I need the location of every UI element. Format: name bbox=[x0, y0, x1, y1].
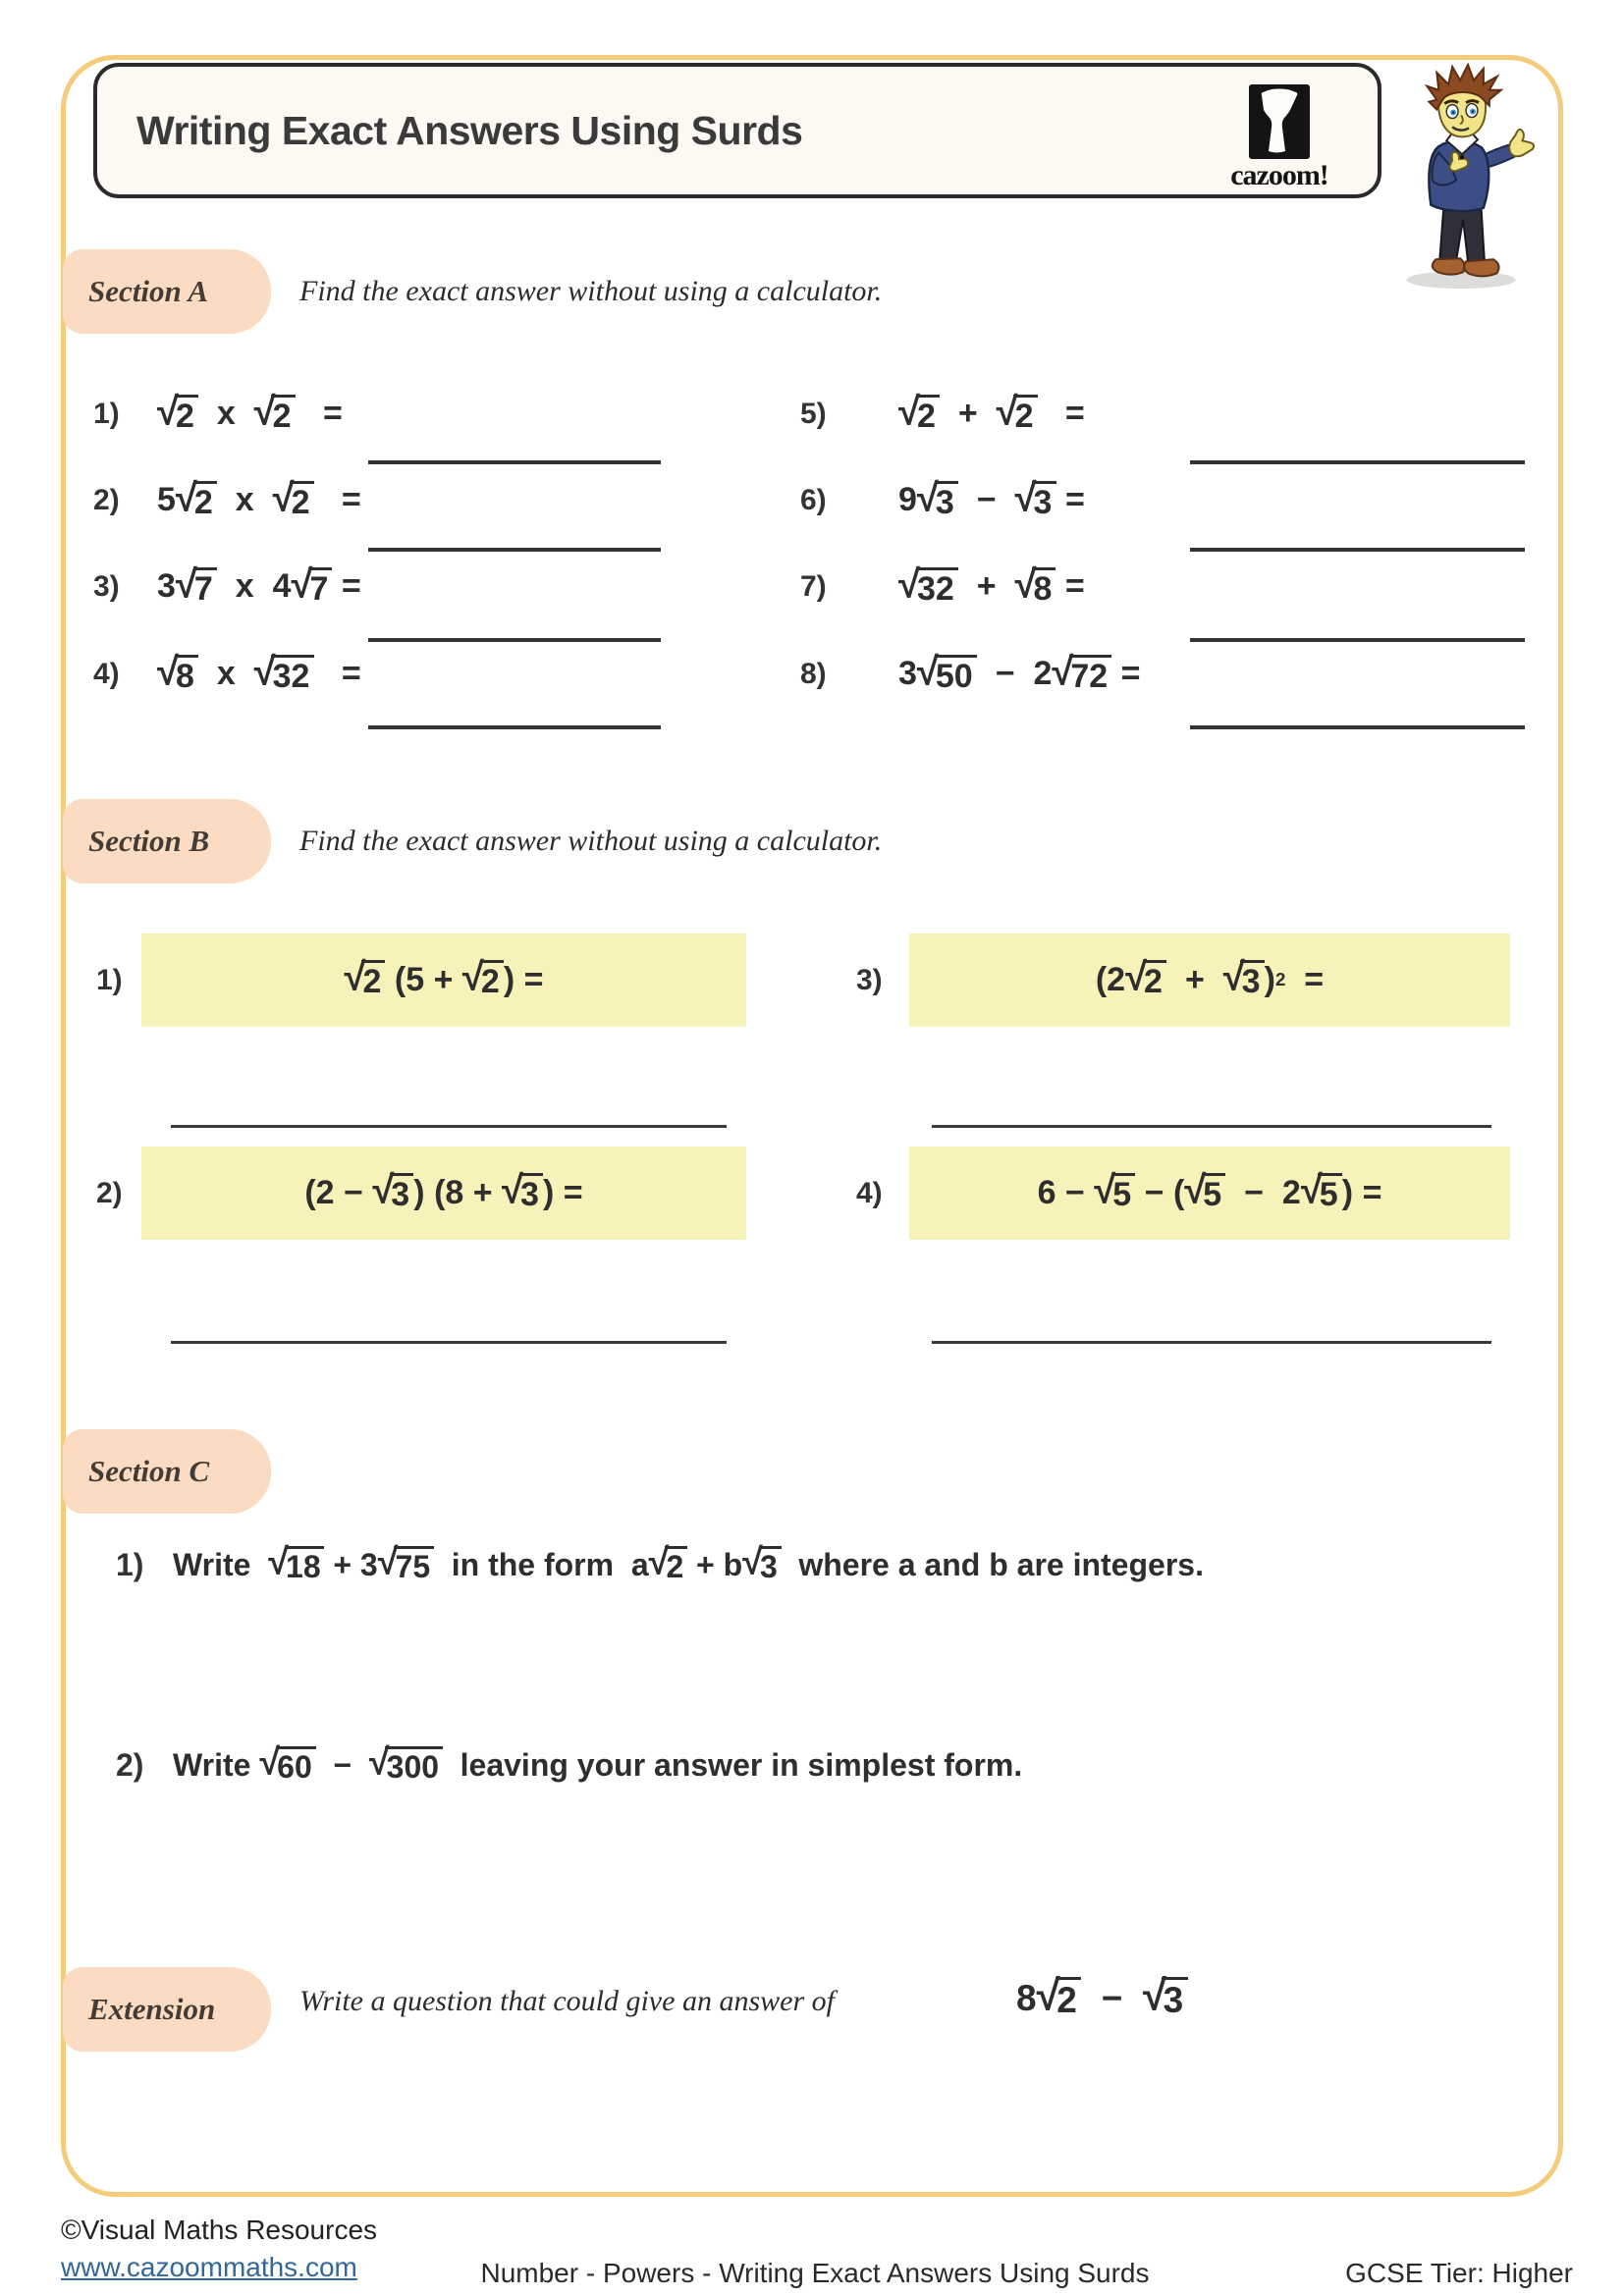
radicand: 2 bbox=[1013, 395, 1037, 435]
radical-sign-icon: √ bbox=[259, 1740, 281, 1783]
math-expression bbox=[157, 649, 361, 695]
radical-sign-icon: √ bbox=[372, 1167, 395, 1212]
exponent: 2 bbox=[1274, 969, 1286, 990]
math-expression bbox=[898, 649, 1141, 695]
sqrt-radical bbox=[1094, 1167, 1135, 1214]
sqrt-radical bbox=[898, 389, 940, 435]
math-text: = bbox=[313, 481, 361, 519]
math-expression bbox=[173, 1540, 1204, 1584]
radical-sign-icon: √ bbox=[368, 1740, 390, 1783]
radical-sign-icon: √ bbox=[377, 1540, 399, 1582]
radicand: 2 bbox=[175, 395, 198, 435]
highlighted-expression bbox=[141, 934, 746, 1027]
sqrt-radical bbox=[368, 1740, 443, 1785]
radical-sign-icon: √ bbox=[253, 649, 276, 694]
radicand: 3 bbox=[759, 1546, 782, 1584]
math-text: ) bbox=[1264, 960, 1275, 998]
math-text: − 2 bbox=[1225, 1173, 1301, 1211]
problem-row bbox=[116, 1530, 1204, 1599]
math-text: + b bbox=[687, 1546, 743, 1582]
sqrt-radical bbox=[175, 561, 217, 608]
problem-number: 2) bbox=[116, 1746, 144, 1783]
radicand: 2 bbox=[1143, 960, 1166, 1000]
radical-sign-icon: √ bbox=[1184, 1167, 1207, 1212]
answer-line bbox=[368, 638, 661, 642]
radicand: 32 bbox=[271, 655, 313, 695]
sqrt-radical bbox=[742, 1540, 781, 1584]
radicand: 50 bbox=[935, 655, 977, 695]
radicand: 2 bbox=[193, 481, 217, 521]
cazoom-drum-icon bbox=[1249, 84, 1310, 159]
math-text: + bbox=[1166, 960, 1223, 998]
radicand: 60 bbox=[276, 1746, 316, 1785]
footer-tier: GCSE Tier: Higher bbox=[1345, 2258, 1573, 2288]
answer-line bbox=[171, 1341, 727, 1344]
extension-label: Extension bbox=[88, 1992, 216, 2026]
math-text: − bbox=[315, 1746, 369, 1783]
answer-line bbox=[1190, 725, 1525, 729]
radicand: 8 bbox=[175, 655, 198, 695]
math-expression bbox=[173, 1740, 1023, 1785]
radicand: 3 bbox=[935, 481, 958, 521]
radical-sign-icon: √ bbox=[648, 1540, 670, 1582]
sqrt-radical bbox=[1052, 649, 1111, 695]
radicand: 7 bbox=[308, 567, 332, 608]
sqrt-radical bbox=[1184, 1167, 1225, 1214]
cazoom-logo bbox=[1211, 84, 1348, 192]
radicand: 3 bbox=[1162, 1977, 1187, 2020]
math-text: 4 bbox=[272, 567, 292, 606]
problem-number: 5) bbox=[800, 398, 827, 430]
math-text: x bbox=[216, 567, 273, 606]
section-a-label: Section A bbox=[88, 274, 209, 308]
radicand: 2 bbox=[480, 960, 504, 1000]
radical-sign-icon: √ bbox=[1300, 1167, 1323, 1212]
section-b-label: Section B bbox=[88, 824, 210, 858]
footer-copyright: ©Visual Maths Resources bbox=[61, 2215, 378, 2245]
math-text: − bbox=[957, 481, 1015, 519]
radicand: 2 bbox=[916, 395, 940, 435]
sqrt-radical bbox=[1014, 475, 1056, 521]
math-expression bbox=[1095, 954, 1325, 1001]
radical-sign-icon: √ bbox=[461, 954, 484, 999]
radical-sign-icon: √ bbox=[1094, 1167, 1116, 1212]
mascot-boy-illustration bbox=[1386, 59, 1555, 293]
section-c-label: Section C bbox=[88, 1454, 210, 1488]
extension-badge bbox=[63, 1967, 271, 2052]
sqrt-radical bbox=[1036, 1971, 1082, 2021]
radical-sign-icon: √ bbox=[1014, 475, 1037, 520]
sqrt-radical bbox=[1125, 954, 1166, 1001]
radicand: 2 bbox=[665, 1546, 687, 1584]
answer-line bbox=[932, 1341, 1491, 1344]
page-title: Writing Exact Answers Using Surds bbox=[136, 107, 803, 153]
math-text: ) = bbox=[503, 960, 544, 998]
radicand: 3 bbox=[519, 1173, 543, 1213]
highlighted-expression bbox=[909, 934, 1510, 1027]
problem-row bbox=[800, 642, 1141, 707]
sqrt-radical bbox=[1142, 1971, 1188, 2021]
radicand: 18 bbox=[285, 1546, 325, 1584]
math-expression bbox=[344, 954, 544, 1001]
math-text: = bbox=[1056, 481, 1085, 519]
highlighted-expression bbox=[141, 1147, 746, 1240]
radicand: 3 bbox=[1240, 960, 1264, 1000]
sqrt-radical bbox=[916, 649, 977, 695]
section-a-instruction: Find the exact answer without using a calculator. bbox=[299, 275, 883, 307]
radicand: 7 bbox=[193, 567, 217, 608]
answer-line bbox=[171, 1125, 727, 1128]
problem-number: 1) bbox=[116, 1546, 144, 1582]
math-text: − bbox=[1081, 1978, 1143, 2018]
section-a-badge bbox=[63, 249, 271, 334]
math-text: = bbox=[332, 567, 361, 606]
sqrt-radical bbox=[1222, 954, 1265, 1001]
radical-sign-icon: √ bbox=[1036, 1971, 1060, 2020]
math-text: − bbox=[976, 655, 1034, 693]
radicand: 2 bbox=[271, 395, 295, 435]
math-expression bbox=[157, 389, 343, 435]
radicand: 5 bbox=[1202, 1173, 1225, 1213]
math-text: ) (8 + bbox=[413, 1173, 503, 1211]
radicand: 300 bbox=[385, 1746, 442, 1785]
sqrt-radical bbox=[1014, 561, 1056, 608]
math-text: x bbox=[197, 655, 254, 693]
radicand: 2 bbox=[361, 960, 385, 1000]
math-text: = bbox=[313, 655, 361, 693]
problem-row bbox=[800, 382, 1085, 447]
math-text: − ( bbox=[1135, 1173, 1185, 1211]
radical-sign-icon: √ bbox=[916, 475, 939, 520]
problem-number: 4) bbox=[93, 658, 120, 690]
radicand: 8 bbox=[1032, 567, 1056, 608]
math-text: where a and b are integers. bbox=[781, 1546, 1204, 1582]
answer-line bbox=[1190, 548, 1525, 552]
math-text: + bbox=[957, 567, 1015, 606]
radicand: 32 bbox=[916, 567, 958, 608]
problem-number: 3) bbox=[93, 570, 120, 603]
radicand: 3 bbox=[1032, 481, 1056, 521]
sqrt-radical bbox=[377, 1540, 434, 1584]
answer-line bbox=[932, 1125, 1491, 1128]
math-text: 3 bbox=[898, 655, 917, 693]
sqrt-radical bbox=[916, 475, 958, 521]
answer-line bbox=[368, 725, 661, 729]
radical-sign-icon: √ bbox=[1014, 561, 1037, 607]
math-text: in the form a bbox=[433, 1546, 649, 1582]
answer-line bbox=[1190, 638, 1525, 642]
sqrt-radical bbox=[996, 389, 1038, 435]
radical-sign-icon: √ bbox=[272, 475, 295, 520]
radical-sign-icon: √ bbox=[1222, 954, 1245, 999]
cazoom-logo-text: cazoom! bbox=[1230, 159, 1328, 191]
radical-sign-icon: √ bbox=[898, 389, 921, 434]
section-b-instruction: Find the exact answer without using a calculator. bbox=[299, 825, 883, 857]
sqrt-radical bbox=[253, 649, 314, 695]
math-text: x bbox=[197, 395, 254, 433]
math-text: 6 − bbox=[1037, 1173, 1095, 1211]
math-expression bbox=[898, 389, 1085, 435]
math-text: ) = bbox=[1341, 1173, 1382, 1211]
math-text: (2 bbox=[1095, 960, 1126, 998]
math-text: 9 bbox=[898, 481, 917, 519]
radical-sign-icon: √ bbox=[175, 475, 197, 520]
math-text: + bbox=[939, 395, 997, 433]
math-expression bbox=[898, 561, 1085, 608]
math-expression bbox=[1037, 1167, 1382, 1214]
math-text: + 3 bbox=[324, 1546, 378, 1582]
radical-sign-icon: √ bbox=[253, 389, 276, 434]
sqrt-radical bbox=[502, 1167, 543, 1214]
radical-sign-icon: √ bbox=[1142, 1971, 1166, 2020]
problem-number: 2) bbox=[93, 484, 120, 516]
radical-sign-icon: √ bbox=[996, 389, 1018, 434]
math-text: ) = bbox=[543, 1173, 583, 1211]
radicand: 2 bbox=[290, 481, 313, 521]
radical-sign-icon: √ bbox=[898, 561, 921, 607]
answer-line bbox=[1190, 460, 1525, 464]
extension-expression bbox=[1016, 1963, 1188, 2034]
problem-row bbox=[93, 642, 361, 707]
sqrt-radical bbox=[372, 1167, 413, 1214]
math-text: (2 − bbox=[304, 1173, 373, 1211]
problem-number: 7) bbox=[800, 570, 827, 603]
math-text: = bbox=[1056, 567, 1085, 606]
radicand: 5 bbox=[1318, 1173, 1341, 1213]
sqrt-radical bbox=[344, 954, 386, 1001]
footer-topic: Number - Powers - Writing Exact Answers Using Surds bbox=[480, 2258, 1150, 2288]
sqrt-radical bbox=[648, 1540, 687, 1584]
radicand: 2 bbox=[1056, 1977, 1081, 2020]
problem-number: 3) bbox=[856, 964, 883, 996]
sqrt-radical bbox=[259, 1740, 315, 1785]
radical-sign-icon: √ bbox=[916, 649, 939, 694]
sqrt-radical bbox=[272, 475, 314, 521]
radical-sign-icon: √ bbox=[742, 1540, 763, 1582]
radicand: 5 bbox=[1111, 1173, 1135, 1213]
sqrt-radical bbox=[291, 561, 333, 608]
math-text: 8 bbox=[1016, 1978, 1037, 2018]
radicand: 3 bbox=[390, 1173, 413, 1213]
math-text: x bbox=[216, 481, 273, 519]
problem-number: 6) bbox=[800, 484, 827, 516]
problem-row bbox=[93, 468, 361, 533]
radicand: 72 bbox=[1069, 655, 1111, 695]
problem-row bbox=[800, 468, 1085, 533]
math-expression bbox=[157, 561, 361, 608]
sqrt-radical bbox=[898, 561, 958, 608]
sqrt-radical bbox=[157, 649, 198, 695]
problem-row bbox=[800, 555, 1085, 619]
title-box bbox=[93, 63, 1381, 198]
sqrt-radical bbox=[253, 389, 296, 435]
sqrt-radical bbox=[1300, 1167, 1342, 1214]
math-text: 2 bbox=[1033, 655, 1053, 693]
math-expression bbox=[898, 475, 1085, 521]
radical-sign-icon: √ bbox=[344, 954, 366, 999]
sqrt-radical bbox=[268, 1540, 324, 1584]
radical-sign-icon: √ bbox=[175, 561, 197, 607]
problem-number: 4) bbox=[856, 1177, 883, 1209]
sqrt-radical bbox=[157, 389, 198, 435]
math-text: 3 bbox=[157, 567, 176, 606]
answer-line bbox=[368, 460, 661, 464]
radical-sign-icon: √ bbox=[291, 561, 313, 607]
math-text: = bbox=[1111, 655, 1141, 693]
section-c-badge bbox=[63, 1429, 271, 1514]
radical-sign-icon: √ bbox=[157, 389, 180, 434]
problem-number: 2) bbox=[96, 1177, 123, 1209]
math-text: (5 + bbox=[385, 960, 462, 998]
sqrt-radical bbox=[461, 954, 504, 1001]
answer-line bbox=[368, 548, 661, 552]
problem-number: 8) bbox=[800, 658, 827, 690]
extension-instruction: Write a question that could give an answer of bbox=[299, 1985, 835, 2017]
section-b-badge bbox=[63, 799, 271, 883]
math-text: Write bbox=[173, 1746, 260, 1783]
sqrt-radical bbox=[175, 475, 217, 521]
math-text: Write bbox=[173, 1546, 269, 1582]
problem-row bbox=[116, 1731, 1022, 1799]
radical-sign-icon: √ bbox=[1125, 954, 1148, 999]
highlighted-expression bbox=[909, 1147, 1510, 1240]
radical-sign-icon: √ bbox=[502, 1167, 524, 1212]
radical-sign-icon: √ bbox=[1052, 649, 1074, 694]
radical-sign-icon: √ bbox=[268, 1540, 289, 1582]
problem-number: 1) bbox=[96, 964, 123, 996]
problem-row bbox=[93, 382, 343, 447]
math-text: = bbox=[1285, 960, 1325, 998]
footer-link[interactable]: www.cazoommaths.com bbox=[61, 2252, 357, 2282]
math-text: leaving your answer in simplest form. bbox=[442, 1746, 1023, 1783]
radical-sign-icon: √ bbox=[157, 649, 180, 694]
problem-number: 1) bbox=[93, 398, 120, 430]
math-expression bbox=[157, 475, 361, 521]
math-expression bbox=[304, 1167, 583, 1214]
radicand: 75 bbox=[394, 1546, 434, 1584]
math-text: 5 bbox=[157, 481, 176, 519]
math-text: = bbox=[1037, 395, 1085, 433]
math-text: = bbox=[295, 395, 343, 433]
problem-row bbox=[93, 555, 361, 619]
